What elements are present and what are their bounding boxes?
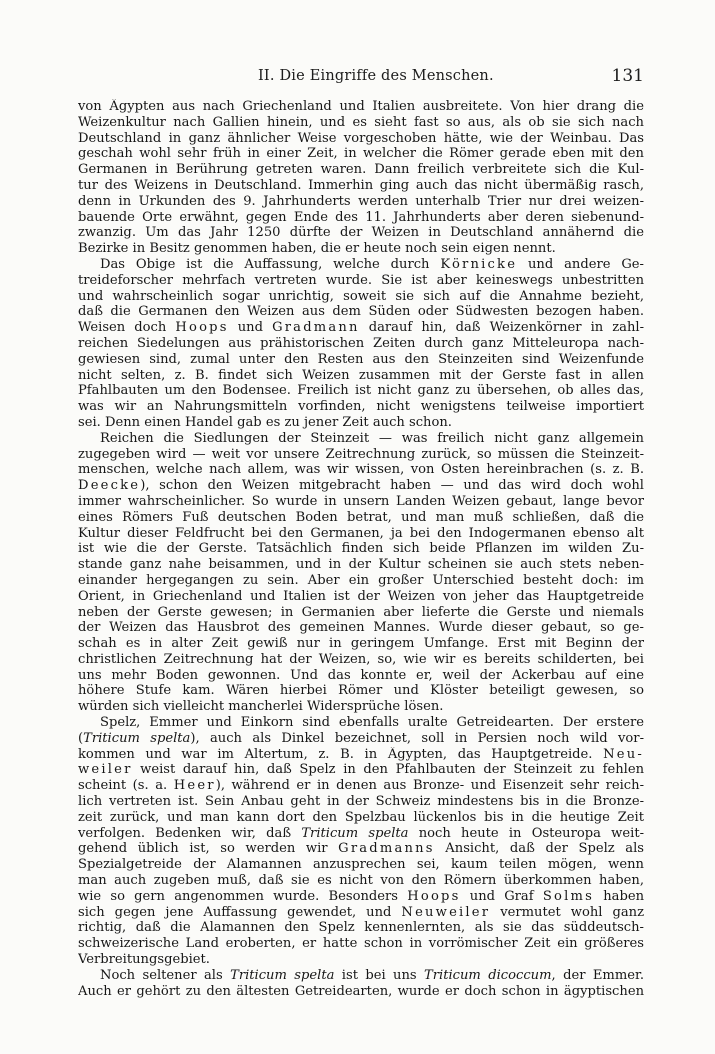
- text-line: Kultur dieser Feldfrucht bei den Germanen, ja bei den Indogermanen ebenso alt: [78, 525, 644, 541]
- text-line: lich vertreten ist. Sein Anbau geht in der Schweiz mindestens bis in die Bronze-: [78, 794, 644, 810]
- text-line: Deecke), schon den Weizen mitgebracht haben — und das wird doch wohl: [78, 478, 644, 494]
- text-line: und wahrscheinlich sogar unrichtig, soweit sie sich auf die Annahme bezieht,: [78, 288, 644, 304]
- text-line: zugegeben wird — weit vor unsere Zeitrechnung zurück, so müssen die Steinzeit-: [78, 446, 644, 462]
- text-line: Spelz, Emmer und Einkorn sind ebenfalls uralte Getreidearten. Der erstere: [100, 715, 644, 731]
- text-line: eines Römers Fuß deutschen Boden betrat, und man muß schließen, daß die: [78, 509, 644, 525]
- text-line: würden sich vielleicht mancherlei Widersprüche lösen.: [78, 699, 444, 715]
- text-line: Deutschland in ganz ähnlicher Weise vorgeschoben hätte, wie der Weinbau. Das: [78, 130, 644, 146]
- text-line: Weizenkultur nach Gallien hinein, und es sieht fast so aus, als ob sie sich nach: [78, 114, 644, 130]
- text-line: höhere Stufe kam. Wären hierbei Römer und Klöster beteiligt gewesen, so: [78, 683, 644, 699]
- page-number: 131: [611, 66, 644, 86]
- text-line: schweizerische Land eroberten, er hatte schon in vorrömischer Zeit ein größeres: [78, 936, 644, 952]
- text-line: (Triticum spelta), auch als Dinkel bezeichnet, soll in Persien noch wild vor-: [78, 730, 644, 746]
- text-line: Reichen die Siedlungen der Steinzeit — was freilich nicht ganz allgemein: [100, 430, 644, 446]
- paragraph: [78, 431, 644, 715]
- text-line: denn in Urkunden des 9. Jahrhunderts werden unterhalb Trier nur drei weizen-: [78, 193, 644, 209]
- text-line: Orient, in Griechenland und Italien ist der Weizen von jeher das Hauptgetreide: [78, 588, 644, 604]
- text-line: neben der Gerste gewesen; in Germanien aber lieferte die Gerste und niemals: [78, 604, 644, 620]
- text-line: Germanen in Berührung getreten waren. Dann freilich verbreitete sich die Kul-: [78, 162, 644, 178]
- text-line: treideforscher mehrfach vertreten wurde. Sie ist aber keineswegs unbestritten: [78, 272, 644, 288]
- text-line: Auch er gehört zu den ältesten Getreidearten, wurde er doch schon in ägyptischen: [78, 983, 644, 999]
- text-line: der Weizen das Hausbrot des gemeinen Mannes. Wurde dieser gebaut, so ge-: [78, 620, 644, 636]
- text-line: sich gegen jene Auffassung gewendet, und Neuweiler vermutet wohl ganz: [78, 904, 644, 920]
- text-line: tur des Weizens in Deutschland. Immerhin ging auch das nicht übermäßig rasch,: [78, 177, 644, 193]
- text-line: menschen, welche nach allem, was wir wissen, von Osten hereinbrachen (s. z. B.: [78, 462, 644, 478]
- text-line: zwanzig. Um das Jahr 1250 dürfte der Weizen in Deutschland annähernd die: [78, 225, 644, 241]
- text-line: daß die Germanen den Weizen aus dem Süden oder Südwesten bezogen haben.: [78, 304, 644, 320]
- text-line: gehend üblich ist, so werden wir Gradmanns Ansicht, daß der Spelz als: [78, 841, 644, 857]
- text-line: wie so gern angenommen wurde. Besonders Hoops und Graf Solms haben: [78, 888, 644, 904]
- text-line: weiler weist darauf hin, daß Spelz in den Pfahlbauten der Steinzeit zu fehlen: [78, 762, 644, 778]
- text-line: schah es in alter Zeit gewiß nur in geringem Umfange. Erst mit Beginn der: [78, 636, 644, 652]
- text-line: sei. Denn einen Handel gab es zu jener Zeit auch schon.: [78, 414, 452, 430]
- running-title: II. Die Eingriffe des Menschen.: [258, 68, 494, 84]
- text-line: zeit zurück, und man kann dort den Spelzbau lückenlos bis in die heutige Zeit: [78, 809, 644, 825]
- text-line: einander hergegangen zu sein. Aber ein großer Unterschied besteht doch: im: [78, 572, 644, 588]
- text-line: Weisen doch Hoops und Gradmann darauf hin, daß Weizenkörner in zahl-: [78, 320, 644, 336]
- text-line: immer wahrscheinlicher. So wurde in unsern Landen Weizen gebaut, lange bevor: [78, 493, 644, 509]
- text-line: Pfahlbauten um den Bodensee. Freilich ist nicht ganz zu übersehen, ob alles das,: [78, 383, 644, 399]
- text-line: stande ganz nahe beisammen, und in der Kultur scheinen sie auch stets neben-: [78, 557, 644, 573]
- text-line: Noch seltener als Triticum spelta ist bei uns Triticum dicoccum, der Emmer.: [100, 967, 644, 983]
- text-line: nicht selten, z. B. findet sich Weizen zusammen mit der Gerste fast in allen: [78, 367, 644, 383]
- text-line: Bezirke in Besitz genommen haben, die er heute noch sein eigen nennt.: [78, 241, 556, 257]
- text-line: Spezialgetreide der Alamannen anzusprechen sei, kaum teilen mögen, wenn: [78, 857, 644, 873]
- paragraph: [78, 257, 644, 431]
- text-line: was wir an Nahrungsmitteln vorfinden, nicht wenigstens teilweise importiert: [78, 399, 644, 415]
- paragraph: [78, 99, 644, 257]
- text-line: uns mehr Boden gewonnen. Und das konnte er, weil der Ackerbau auf eine: [78, 667, 644, 683]
- text-line: geschah wohl sehr früh in einer Zeit, in welcher die Römer gerade eben mit den: [78, 146, 644, 162]
- text-line: von Ägypten aus nach Griechenland und Italien ausbreitete. Von hier drang die: [78, 99, 644, 114]
- paragraph: [78, 968, 644, 1000]
- text-line: man auch zugeben muß, daß sie es nicht von den Römern überkommen haben,: [78, 873, 644, 889]
- text-line: verfolgen. Bedenken wir, daß Triticum spelta noch heute in Osteuropa weit-: [78, 825, 644, 841]
- text-line: scheint (s. a. Heer), während er in denen aus Bronze- und Eisenzeit sehr reich-: [78, 778, 644, 794]
- text-line: kommen und war im Altertum, z. B. in Ägypten, das Hauptgetreide. Neu-: [78, 746, 644, 762]
- text-line: reichen Siedelungen aus prähistorischen Zeiten durch ganz Mitteleuropa nach-: [78, 335, 644, 351]
- text-line: ist wie die der Gerste. Tatsächlich finden sich beide Pflanzen im wilden Zu-: [78, 541, 644, 557]
- page-body: [78, 99, 644, 999]
- text-line: gewiesen sind, zumal unter den Resten aus den Steinzeiten sind Weizenfunde: [78, 351, 644, 367]
- paragraph: [78, 715, 644, 968]
- text-line: Verbreitungsgebiet.: [78, 952, 210, 968]
- text-line: christlichen Zeitrechnung hat der Weizen, so, wie wir es bereits schilderten, bei: [78, 651, 644, 667]
- text-line: richtig, daß die Alamannen den Spelz kennenlernten, als sie das süddeutsch-: [78, 920, 644, 936]
- text-line: Das Obige ist die Auffassung, welche durch Körnicke und andere Ge-: [100, 256, 644, 272]
- page-header: [78, 66, 644, 90]
- text-line: bauende Orte erwähnt, gegen Ende des 11. Jahrhunderts aber deren siebenund-: [78, 209, 644, 225]
